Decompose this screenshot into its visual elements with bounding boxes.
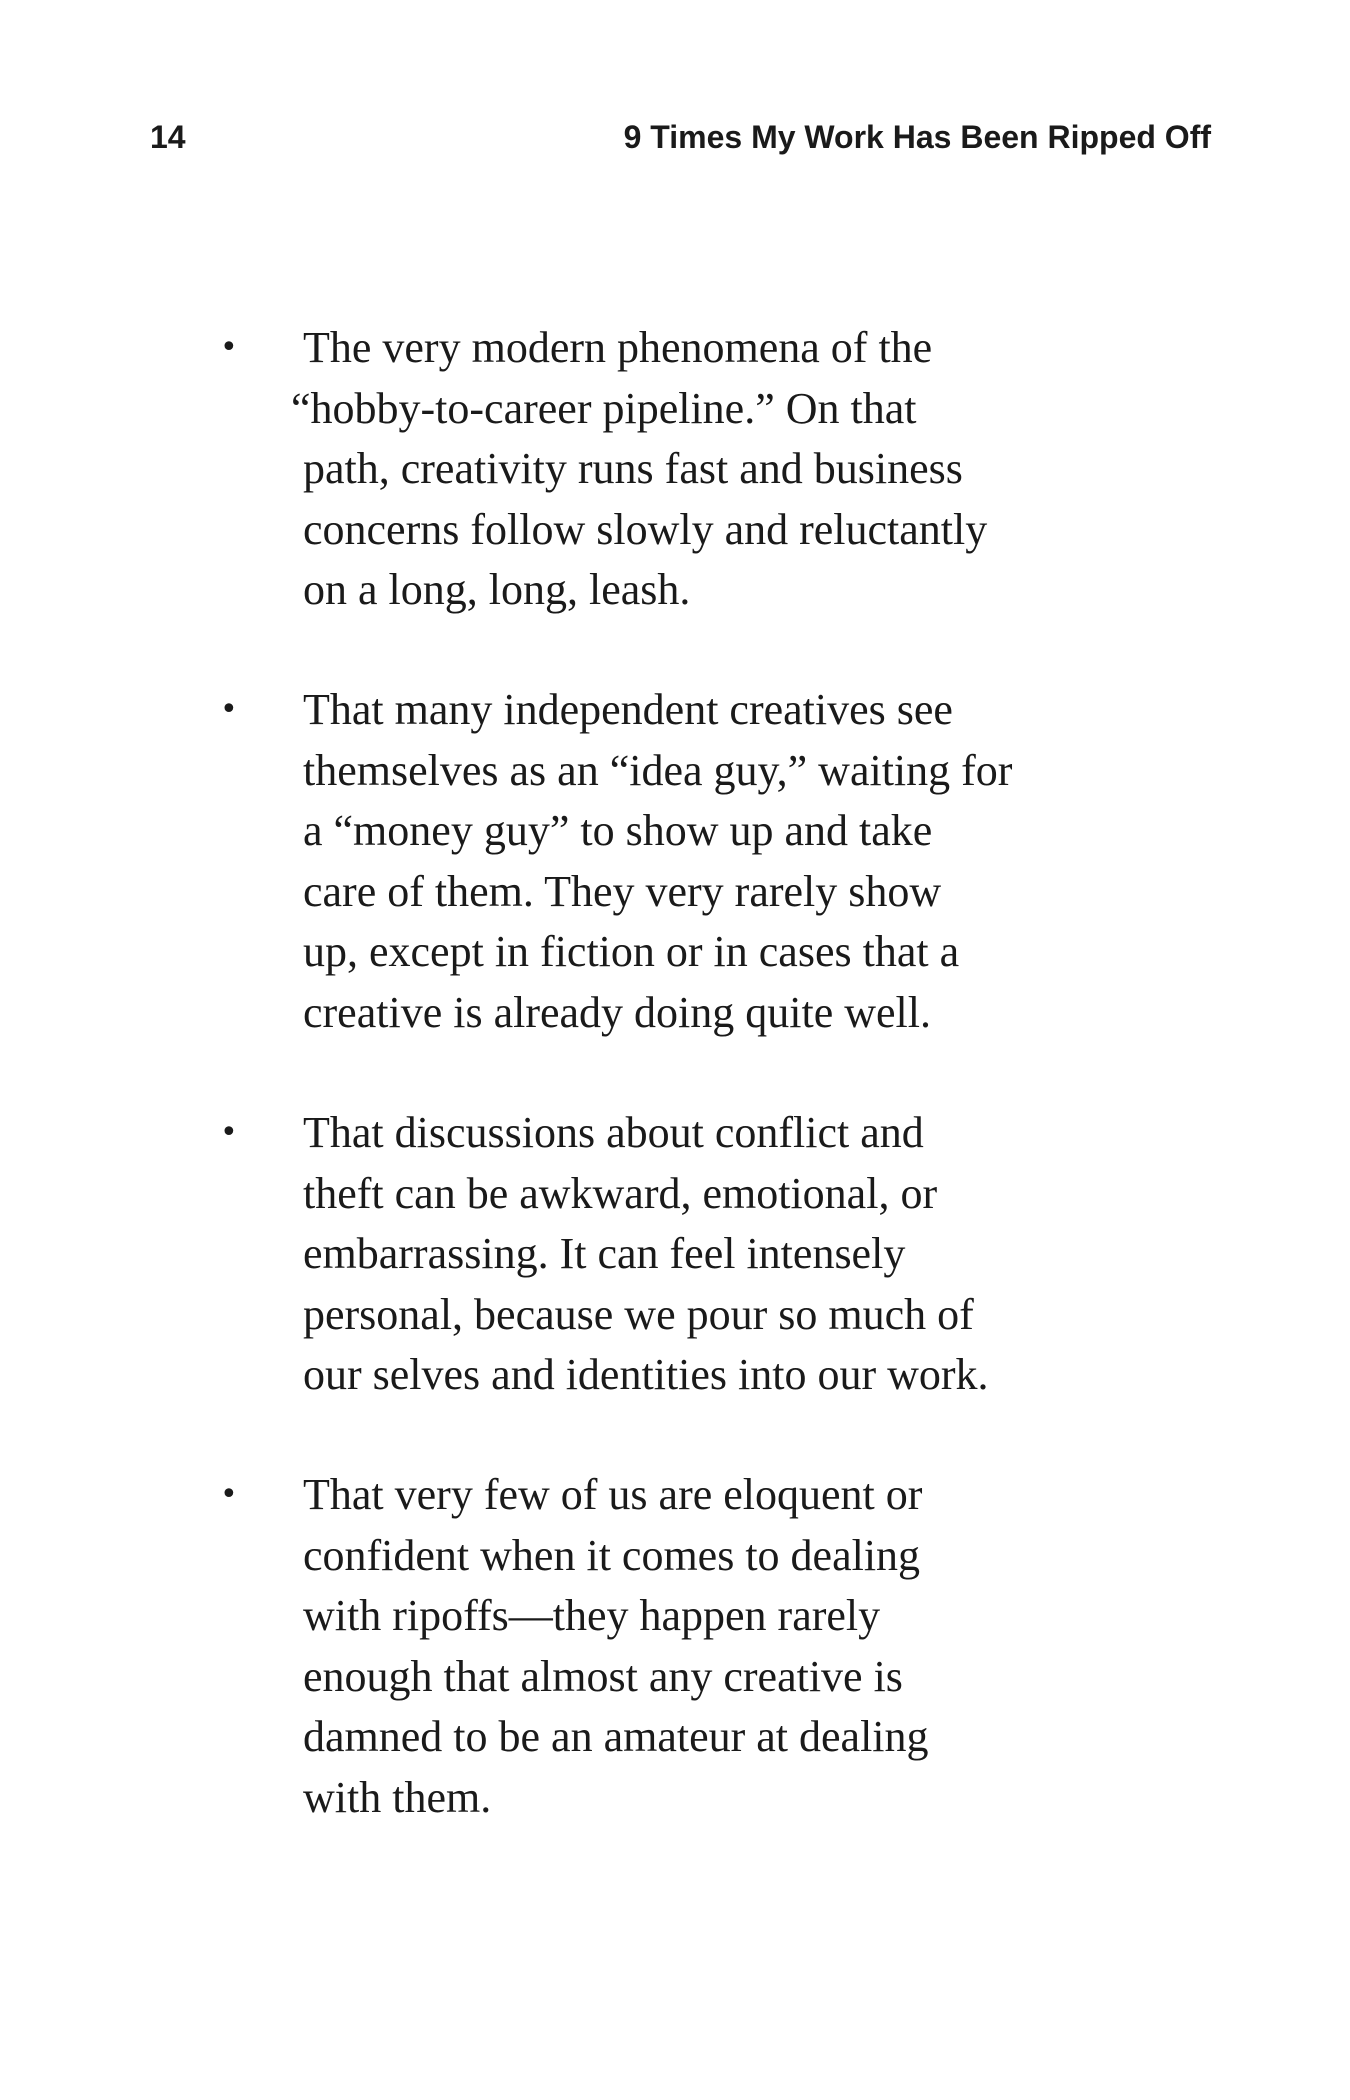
text-line: a “money guy” to show up and take — [303, 806, 933, 855]
text-line: concerns follow slowly and reluctantly — [303, 504, 988, 554]
text-line: That discussions about conflict and — [303, 1108, 924, 1157]
bullet-icon: • — [220, 1115, 238, 1150]
bullet-icon: • — [220, 330, 238, 365]
bullet-icon: • — [220, 692, 238, 727]
text-line: embarrassing. It can feel intensely — [303, 1229, 906, 1278]
text-line: themselves as an “idea guy,” waiting for — [303, 745, 1013, 795]
page-number: 14 — [150, 119, 186, 155]
text-line: That many independent creatives see — [303, 685, 953, 734]
text-line: creative is already doing quite well. — [303, 987, 931, 1037]
text-line: our selves and identities into our work. — [303, 1350, 989, 1399]
text-line: with them. — [303, 1772, 492, 1822]
text-line: That very few of us are eloquent or — [303, 1470, 923, 1519]
text-line: on a long, long, leash. — [303, 565, 691, 614]
text-line: path, creativity runs fast and business — [303, 444, 963, 493]
text-line: care of them. They very rarely show — [303, 866, 942, 916]
text-line: “hobby-to-career pipeline.” On that — [291, 383, 917, 433]
page-header — [150, 112, 1211, 162]
text-line: personal, because we pour so much of — [303, 1289, 974, 1339]
running-title: 9 Times My Work Has Been Ripped Off — [623, 119, 1211, 155]
text-line: The very modern phenomena of the — [303, 323, 933, 372]
text-line: confident when it comes to dealing — [303, 1530, 921, 1580]
text-line: damned to be an amateur at dealing — [303, 1712, 929, 1761]
text-line: with ripoffs—they happen rarely — [303, 1591, 881, 1640]
bullet-text — [303, 1465, 1103, 1828]
text-line: theft can be awkward, emotional, or — [303, 1168, 938, 1218]
bullet-text — [303, 680, 1103, 1043]
bullet-text — [303, 1103, 1103, 1406]
bullet-icon: • — [220, 1477, 238, 1512]
bullet-text — [291, 318, 1103, 621]
text-line: enough that almost any creative is — [303, 1651, 903, 1701]
text-line: up, except in fiction or in cases that a — [303, 927, 960, 976]
